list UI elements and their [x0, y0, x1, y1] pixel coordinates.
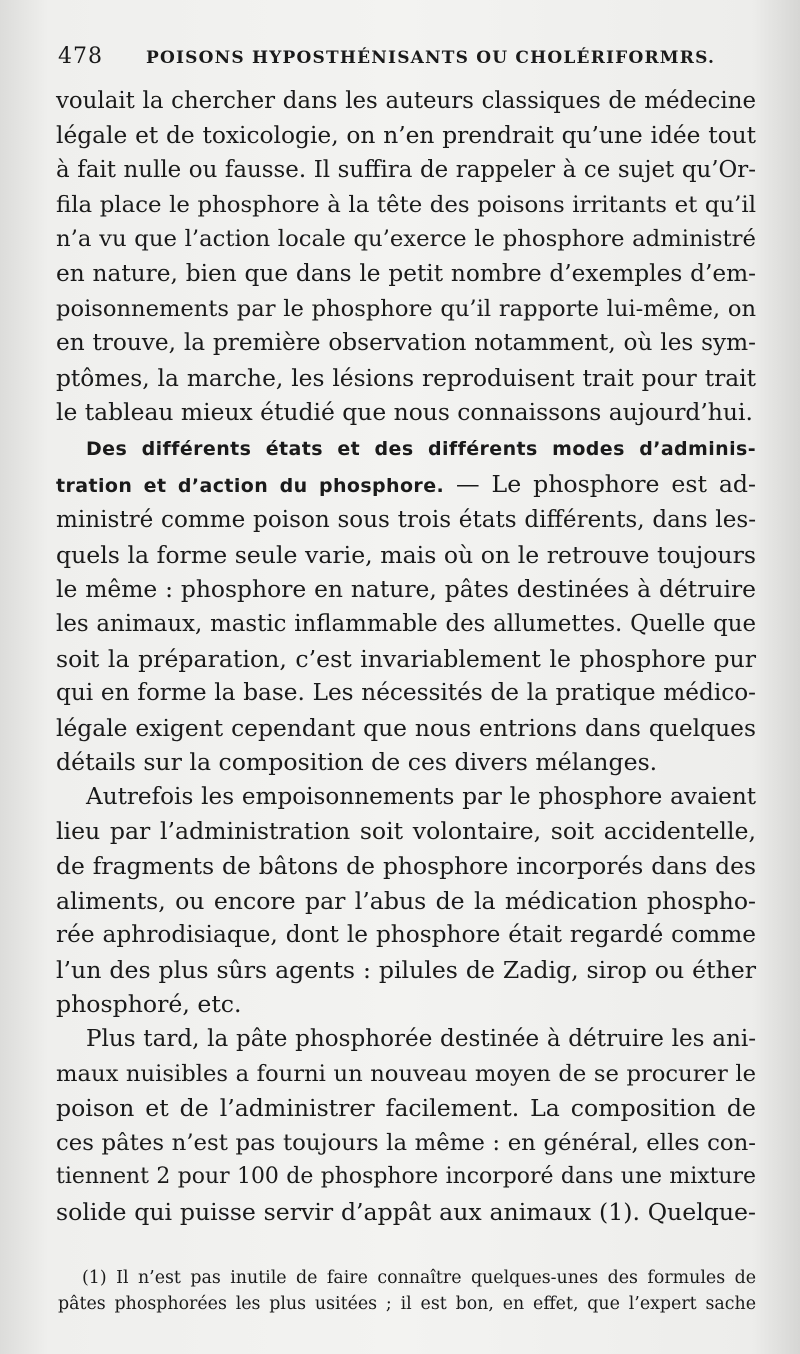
text-line: l’un des plus sûrs agents : pilules de Zadig, sirop ou éther: [56, 955, 756, 984]
text-line: fila place le phosphore à la tête des poisons irritants et qu’il: [56, 191, 756, 218]
text-line: le même : phosphore en nature, pâtes destinées à détruire: [56, 575, 756, 604]
text-line: en nature, bien que dans le petit nombre d’exemples d’em-: [56, 259, 756, 287]
text-line: voulait la chercher dans les auteurs classiques de médecine: [56, 88, 756, 114]
text-line: les animaux, mastic inflammable des allumettes. Quelle que: [56, 610, 756, 637]
running-head: POISONS HYPOSTHÉNISANTS OU CHOLÉRIFORMRS.: [146, 48, 716, 68]
paragraph: [56, 1022, 756, 1230]
text-line: ptômes, la marche, les lésions reproduisent trait pour trait: [56, 363, 756, 392]
section-heading: [56, 430, 756, 467]
text-line: n’a vu que l’action locale qu’exerce le phosphore administré: [56, 226, 756, 253]
text-line: aliments, ou encore par l’abus de la médication phospho-: [56, 886, 756, 915]
text-line: ministré comme poison sous trois états différents, dans les-: [56, 507, 756, 534]
text-line: maux nuisibles a fourni un nouveau moyen de se procurer le: [56, 1060, 756, 1087]
text-line: soit la préparation, c’est invariablement le phosphore pur: [56, 644, 756, 673]
text-line: le tableau mieux étudié que nous connaissons aujourd’hui.: [56, 398, 753, 427]
text-line: à fait nulle ou fausse. Il suffira de rappeler à ce sujet qu’Or-: [56, 157, 756, 184]
text-line: Autrefois les empoisonnements par le phosphore avaient: [86, 783, 756, 810]
section-text-start: — Le phosphore est ad-: [444, 469, 756, 498]
text-line: en trouve, la première observation notamment, où les sym-: [56, 329, 756, 357]
paragraph: [56, 780, 756, 1022]
section-heading-text: Des différents états et des différents modes d’adminis-: [86, 437, 756, 460]
text-line: poisonnements par le phosphore qu’il rapporte lui-même, on: [56, 295, 756, 322]
text-line: solide qui puisse servir d’appât aux animaux (1). Quelque-: [56, 1198, 756, 1226]
text-line: lieu par l’administration soit volontaire, soit accidentelle,: [56, 817, 756, 846]
main-text: [56, 84, 756, 1230]
text-line: qui en forme la base. Les nécessités de la pratique médico-: [56, 679, 756, 707]
section-heading-text-end: tration et d’action du phosphore.: [56, 474, 445, 497]
text-line: détails sur la composition de ces divers mélanges.: [56, 748, 658, 777]
footnote-line: (1) Il n’est pas inutile de faire connaître quelques-unes des formules de: [82, 1268, 756, 1288]
text-line: Plus tard, la pâte phosphorée destinée à détruire les ani-: [86, 1026, 756, 1053]
page-number: 478: [58, 44, 103, 69]
text-line: poison et de l’administrer facilement. La composition de: [56, 1094, 756, 1123]
text-line: ces pâtes n’est pas toujours la même : en général, elles con-: [56, 1129, 756, 1156]
footnote: [58, 1265, 756, 1317]
text-line: [56, 467, 756, 504]
paragraph-continued: [56, 84, 756, 430]
section-paragraph: [56, 430, 756, 780]
page-header: [58, 40, 758, 76]
text-line: légale exigent cependant que nous entrions dans quelques: [56, 713, 756, 742]
text-line: quels la forme seule varie, mais où on le retrouve toujours: [56, 540, 756, 569]
text-line: de fragments de bâtons de phosphore incorporés dans des: [56, 852, 756, 881]
footnote-line: pâtes phosphorées les plus usitées ; il est bon, en effet, que l’expert sache: [58, 1294, 756, 1314]
text-line: légale et de toxicologie, on n’en prendrait qu’une idée tout: [56, 121, 756, 149]
text-line: tiennent 2 pour 100 de phosphore incorporé dans une mixture: [56, 1164, 756, 1190]
text-line: phosphoré, etc.: [56, 990, 242, 1019]
text-line: rée aphrodisiaque, dont le phosphore était regardé comme: [56, 921, 756, 949]
